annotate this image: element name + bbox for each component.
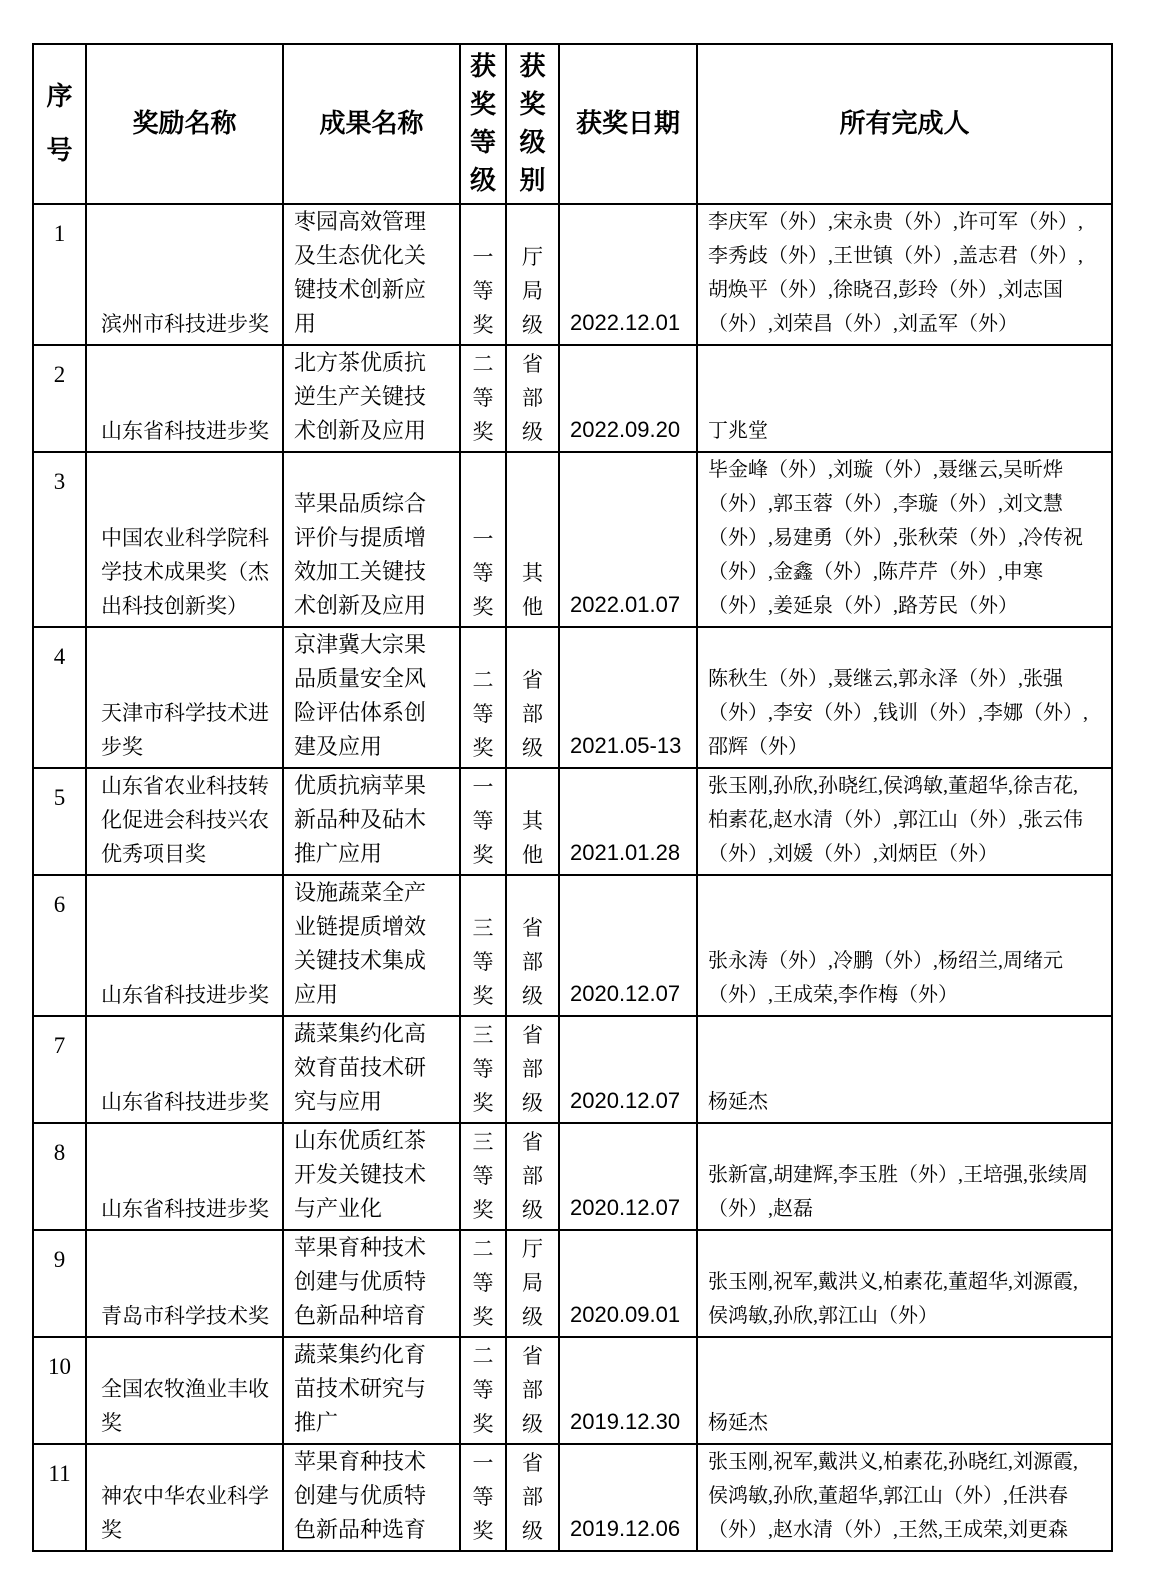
cell-serial-number: 5 bbox=[33, 768, 86, 875]
col-header-achievement: 成果名称 bbox=[283, 44, 460, 204]
table-row bbox=[33, 452, 1112, 627]
table-body bbox=[33, 204, 1112, 1551]
cell-award-date: 2020.12.07 bbox=[559, 1123, 697, 1230]
cell-achievement-name: 苹果品质综合评价与提质增效加工关键技术创新及应用 bbox=[283, 452, 460, 627]
table-row bbox=[33, 768, 1112, 875]
table-row bbox=[33, 627, 1112, 768]
cell-achievement-name: 枣园高效管理及生态优化关键技术创新应用 bbox=[283, 204, 460, 345]
cell-award-date: 2022.12.01 bbox=[559, 204, 697, 345]
cell-award-date: 2019.12.30 bbox=[559, 1337, 697, 1444]
cell-achievement-name: 苹果育种技术创建与优质特色新品种培育 bbox=[283, 1230, 460, 1337]
cell-award-date: 2022.09.20 bbox=[559, 345, 697, 452]
cell-serial-number: 8 bbox=[33, 1123, 86, 1230]
cell-award-name: 山东省科技进步奖 bbox=[86, 1123, 283, 1230]
cell-achievement-name: 设施蔬菜全产业链提质增效关键技术集成应用 bbox=[283, 875, 460, 1016]
cell-award-level: 其他 bbox=[506, 768, 559, 875]
table-row bbox=[33, 875, 1112, 1016]
cell-serial-number: 4 bbox=[33, 627, 86, 768]
cell-contributors: 陈秋生（外）,聂继云,郭永泽（外）,张强（外）,李安（外）,钱训（外）,李娜（外）,邵辉（外） bbox=[697, 627, 1112, 768]
cell-serial-number: 9 bbox=[33, 1230, 86, 1337]
cell-contributors: 毕金峰（外）,刘璇（外）,聂继云,吴昕烨（外）,郭玉蓉（外）,李璇（外）,刘文慧（外）,易建勇（外）,张秋荣（外）,冷传祝（外）,金鑫（外）,陈芹芹（外）,申寒（外）,姜延泉（外）,路芳民（外） bbox=[697, 452, 1112, 627]
cell-award-grade: 三等奖 bbox=[460, 1123, 506, 1230]
cell-award-date: 2020.09.01 bbox=[559, 1230, 697, 1337]
cell-award-grade: 二等奖 bbox=[460, 1337, 506, 1444]
cell-award-level: 其他 bbox=[506, 452, 559, 627]
cell-serial-number: 2 bbox=[33, 345, 86, 452]
cell-achievement-name: 山东优质红茶开发关键技术与产业化 bbox=[283, 1123, 460, 1230]
cell-award-name: 山东省科技进步奖 bbox=[86, 875, 283, 1016]
cell-serial-number: 1 bbox=[33, 204, 86, 345]
col-header-serial: 序号 bbox=[33, 44, 86, 204]
cell-award-date: 2021.01.28 bbox=[559, 768, 697, 875]
table-row bbox=[33, 1337, 1112, 1444]
cell-award-grade: 一等奖 bbox=[460, 1444, 506, 1551]
table-row bbox=[33, 345, 1112, 452]
cell-award-grade: 一等奖 bbox=[460, 452, 506, 627]
cell-achievement-name: 北方茶优质抗逆生产关键技术创新及应用 bbox=[283, 345, 460, 452]
table-row bbox=[33, 1230, 1112, 1337]
cell-achievement-name: 蔬菜集约化育苗技术研究与推广 bbox=[283, 1337, 460, 1444]
table-row bbox=[33, 1123, 1112, 1230]
cell-award-name: 天津市科学技术进步奖 bbox=[86, 627, 283, 768]
cell-contributors: 杨延杰 bbox=[697, 1337, 1112, 1444]
cell-contributors: 丁兆堂 bbox=[697, 345, 1112, 452]
cell-award-name: 神农中华农业科学奖 bbox=[86, 1444, 283, 1551]
cell-award-grade: 一等奖 bbox=[460, 204, 506, 345]
cell-award-name: 山东省科技进步奖 bbox=[86, 1016, 283, 1123]
col-header-level: 获奖级别 bbox=[506, 44, 559, 204]
cell-achievement-name: 优质抗病苹果新品种及砧木推广应用 bbox=[283, 768, 460, 875]
cell-award-date: 2020.12.07 bbox=[559, 875, 697, 1016]
cell-award-date: 2019.12.06 bbox=[559, 1444, 697, 1551]
cell-award-grade: 一等奖 bbox=[460, 768, 506, 875]
cell-award-level: 省部级 bbox=[506, 1016, 559, 1123]
table-header bbox=[33, 44, 1112, 204]
cell-award-level: 省部级 bbox=[506, 1337, 559, 1444]
cell-contributors: 张新富,胡建辉,李玉胜（外）,王培强,张续周（外）,赵磊 bbox=[697, 1123, 1112, 1230]
table-row bbox=[33, 204, 1112, 345]
cell-contributors: 李庆军（外）,宋永贵（外）,许可军（外）,李秀歧（外）,王世镇（外）,盖志君（外）,胡焕平（外）,徐晓召,彭玲（外）,刘志国（外）,刘荣昌（外）,刘孟军（外） bbox=[697, 204, 1112, 345]
cell-award-date: 2021.05-13 bbox=[559, 627, 697, 768]
cell-contributors: 张玉刚,祝军,戴洪义,柏素花,孙晓红,刘源霞,侯鸿敏,孙欣,董超华,郭江山（外）,任洪春（外）,赵水清（外）,王然,王成荣,刘更森 bbox=[697, 1444, 1112, 1551]
cell-award-name: 全国农牧渔业丰收奖 bbox=[86, 1337, 283, 1444]
cell-award-level: 省部级 bbox=[506, 1123, 559, 1230]
cell-award-name: 中国农业科学院科学技术成果奖（杰出科技创新奖） bbox=[86, 452, 283, 627]
cell-award-level: 厅局级 bbox=[506, 204, 559, 345]
table-row bbox=[33, 1016, 1112, 1123]
cell-award-level: 省部级 bbox=[506, 1444, 559, 1551]
cell-contributors: 张玉刚,孙欣,孙晓红,侯鸿敏,董超华,徐吉花,柏素花,赵水清（外）,郭江山（外）,张云伟（外）,刘媛（外）,刘炳臣（外） bbox=[697, 768, 1112, 875]
cell-award-name: 青岛市科学技术奖 bbox=[86, 1230, 283, 1337]
cell-contributors: 张永涛（外）,冷鹏（外）,杨绍兰,周绪元（外）,王成荣,李作梅（外） bbox=[697, 875, 1112, 1016]
cell-award-level: 省部级 bbox=[506, 345, 559, 452]
cell-award-name: 山东省农业科技转化促进会科技兴农优秀项目奖 bbox=[86, 768, 283, 875]
cell-award-date: 2022.01.07 bbox=[559, 452, 697, 627]
col-header-date: 获奖日期 bbox=[559, 44, 697, 204]
cell-serial-number: 3 bbox=[33, 452, 86, 627]
cell-award-grade: 三等奖 bbox=[460, 1016, 506, 1123]
col-header-grade: 获奖等级 bbox=[460, 44, 506, 204]
awards-table bbox=[32, 43, 1113, 1552]
cell-award-grade: 二等奖 bbox=[460, 627, 506, 768]
col-header-award: 奖励名称 bbox=[86, 44, 283, 204]
cell-award-name: 山东省科技进步奖 bbox=[86, 345, 283, 452]
table-row bbox=[33, 1444, 1112, 1551]
cell-award-grade: 二等奖 bbox=[460, 345, 506, 452]
header-row bbox=[33, 44, 1112, 204]
col-header-people: 所有完成人 bbox=[697, 44, 1112, 204]
cell-achievement-name: 苹果育种技术创建与优质特色新品种选育 bbox=[283, 1444, 460, 1551]
cell-award-grade: 二等奖 bbox=[460, 1230, 506, 1337]
cell-contributors: 张玉刚,祝军,戴洪义,柏素花,董超华,刘源霞,侯鸿敏,孙欣,郭江山（外） bbox=[697, 1230, 1112, 1337]
cell-award-date: 2020.12.07 bbox=[559, 1016, 697, 1123]
cell-award-name: 滨州市科技进步奖 bbox=[86, 204, 283, 345]
cell-serial-number: 6 bbox=[33, 875, 86, 1016]
cell-achievement-name: 京津冀大宗果品质量安全风险评估体系创建及应用 bbox=[283, 627, 460, 768]
cell-award-grade: 三等奖 bbox=[460, 875, 506, 1016]
cell-serial-number: 7 bbox=[33, 1016, 86, 1123]
cell-achievement-name: 蔬菜集约化高效育苗技术研究与应用 bbox=[283, 1016, 460, 1123]
cell-serial-number: 10 bbox=[33, 1337, 86, 1444]
cell-award-level: 省部级 bbox=[506, 875, 559, 1016]
cell-award-level: 省部级 bbox=[506, 627, 559, 768]
cell-award-level: 厅局级 bbox=[506, 1230, 559, 1337]
cell-contributors: 杨延杰 bbox=[697, 1016, 1112, 1123]
cell-serial-number: 11 bbox=[33, 1444, 86, 1551]
